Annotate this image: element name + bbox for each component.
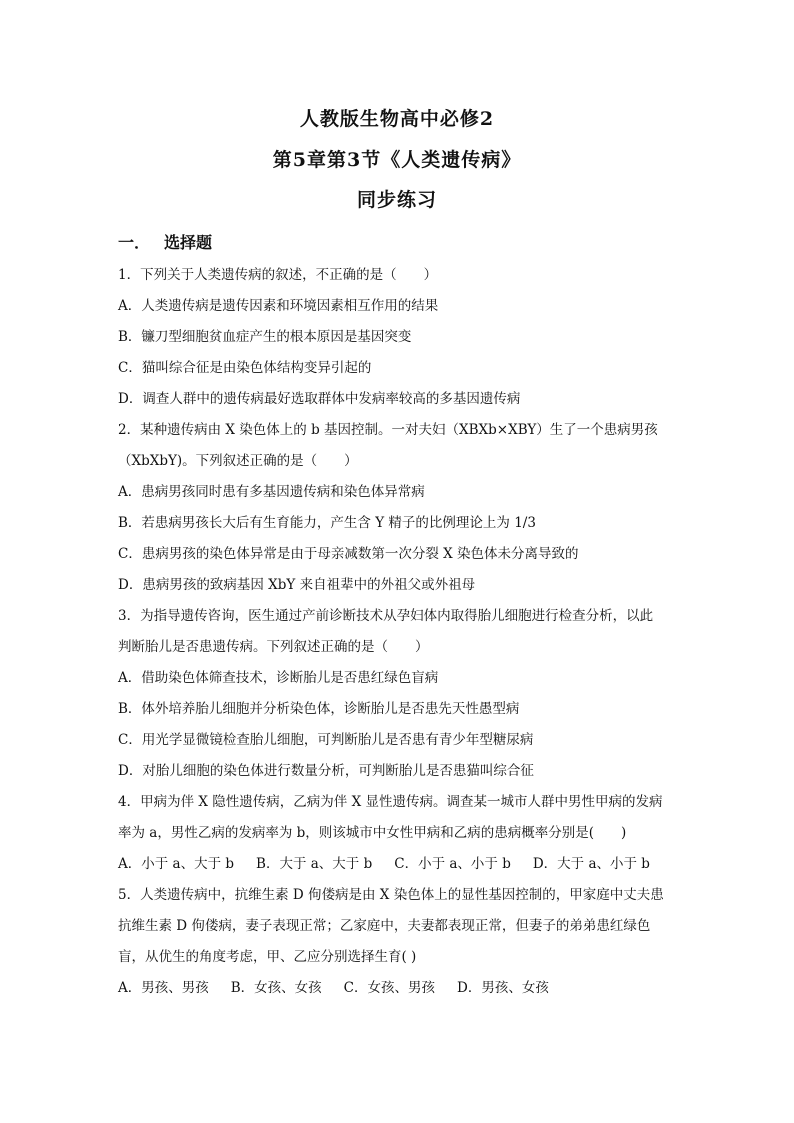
q5-stem-line3: 盲，从优生的角度考虑，甲、乙应分别选择生育( ): [118, 949, 417, 965]
q5-options: [118, 979, 688, 1010]
section-label: 选择题: [164, 233, 213, 252]
q4-stem-line1: 4．甲病为伴 X 隐性遗传病，乙病为伴 X 显性遗传病。调查某一城市人群中男性甲病的发病: [118, 794, 663, 810]
q3-stem-line2: 判断胎儿是否患遗传病。下列叙述正确的是（ ）: [118, 639, 429, 655]
q4-option-a: A．小于 a、大于 b: [118, 856, 235, 872]
doc-title: 人教版生物高中必修2: [299, 108, 495, 130]
chapter-title: 第5章第3节《人类遗传病》: [272, 149, 522, 171]
q5-option-a: A．男孩、男孩: [118, 980, 209, 996]
q2-option-d: D．患病男孩的致病基因 XbY 来自祖辈中的外祖父或外祖母: [118, 577, 476, 593]
q5-option-b: B．女孩、女孩: [230, 980, 322, 996]
q4-option-d: D．大于 a、小于 b: [532, 856, 650, 872]
q3-option-a: A．借助染色体筛查技术，诊断胎儿是否患红绿色盲病: [118, 670, 439, 686]
section-number: 一．: [118, 233, 151, 252]
q1-stem: 1．下列关于人类遗传病的叙述，不正确的是（ ）: [118, 267, 438, 283]
q5-option-d: D．男孩、女孩: [457, 980, 549, 996]
q5-stem-line2: 抗维生素 D 佝偻病，妻子表现正常；乙家庭中，夫妻都表现正常，但妻子的弟弟患红绿色: [118, 918, 651, 934]
q4-options: [118, 855, 688, 886]
q4-stem-line2: 率为 a，男性乙病的发病率为 b，则该城市中女性甲病和乙病的患病概率分别是( ): [118, 825, 627, 841]
q1-option-a: A．人类遗传病是遗传因素和环境因素相互作用的结果: [118, 298, 439, 314]
q5-option-c: C．女孩、男孩: [343, 980, 436, 996]
q3-option-b: B．体外培养胎儿细胞并分析染色体，诊断胎儿是否患先天性愚型病: [118, 701, 520, 717]
q4-option-c: C．小于 a、小于 b: [394, 856, 511, 872]
q2-option-a: A．患病男孩同时患有多基因遗传病和染色体异常病: [118, 484, 425, 500]
q1-option-c: C．猫叫综合征是由染色体结构变异引起的: [118, 360, 372, 376]
q2-stem-line1: 2．某种遗传病由 X 染色体上的 b 基因控制。一对夫妇（XBXb×XBY）生了一个患病男孩: [118, 422, 658, 438]
exercise-title: 同步练习: [356, 189, 437, 211]
question-list: [118, 266, 688, 1010]
q3-option-d: D．对胎儿细胞的染色体进行数量分析，可判断胎儿是否患猫叫综合征: [118, 763, 534, 779]
q1-option-b: B．镰刀型细胞贫血症产生的根本原因是基因突变: [118, 329, 412, 345]
section-heading: [118, 230, 212, 253]
q2-option-c: C．患病男孩的染色体异常是由于母亲减数第一次分裂 X 染色体未分离导致的: [118, 546, 579, 562]
q3-stem-line1: 3．为指导遗传咨询，医生通过产前诊断技术从孕妇体内取得胎儿细胞进行检查分析，以此: [118, 608, 654, 624]
q4-option-b: B．大于 a、大于 b: [256, 856, 373, 872]
q2-option-b: B．若患病男孩长大后有生育能力，产生含 Y 精子的比例理论上为 1/3: [118, 515, 536, 531]
q5-stem-line1: 5．人类遗传病中，抗维生素 D 佝偻病是由 X 染色体上的显性基因控制的，甲家庭中丈夫患: [118, 887, 664, 903]
q2-stem-line2: （XbXbY)。下列叙述正确的是（ ）: [118, 453, 358, 469]
q3-option-c: C．用光学显微镜检查胎儿细胞，可判断胎儿是否患有青少年型糖尿病: [118, 732, 534, 748]
q1-option-d: D．调查人群中的遗传病最好选取群体中发病率较高的多基因遗传病: [118, 391, 521, 407]
